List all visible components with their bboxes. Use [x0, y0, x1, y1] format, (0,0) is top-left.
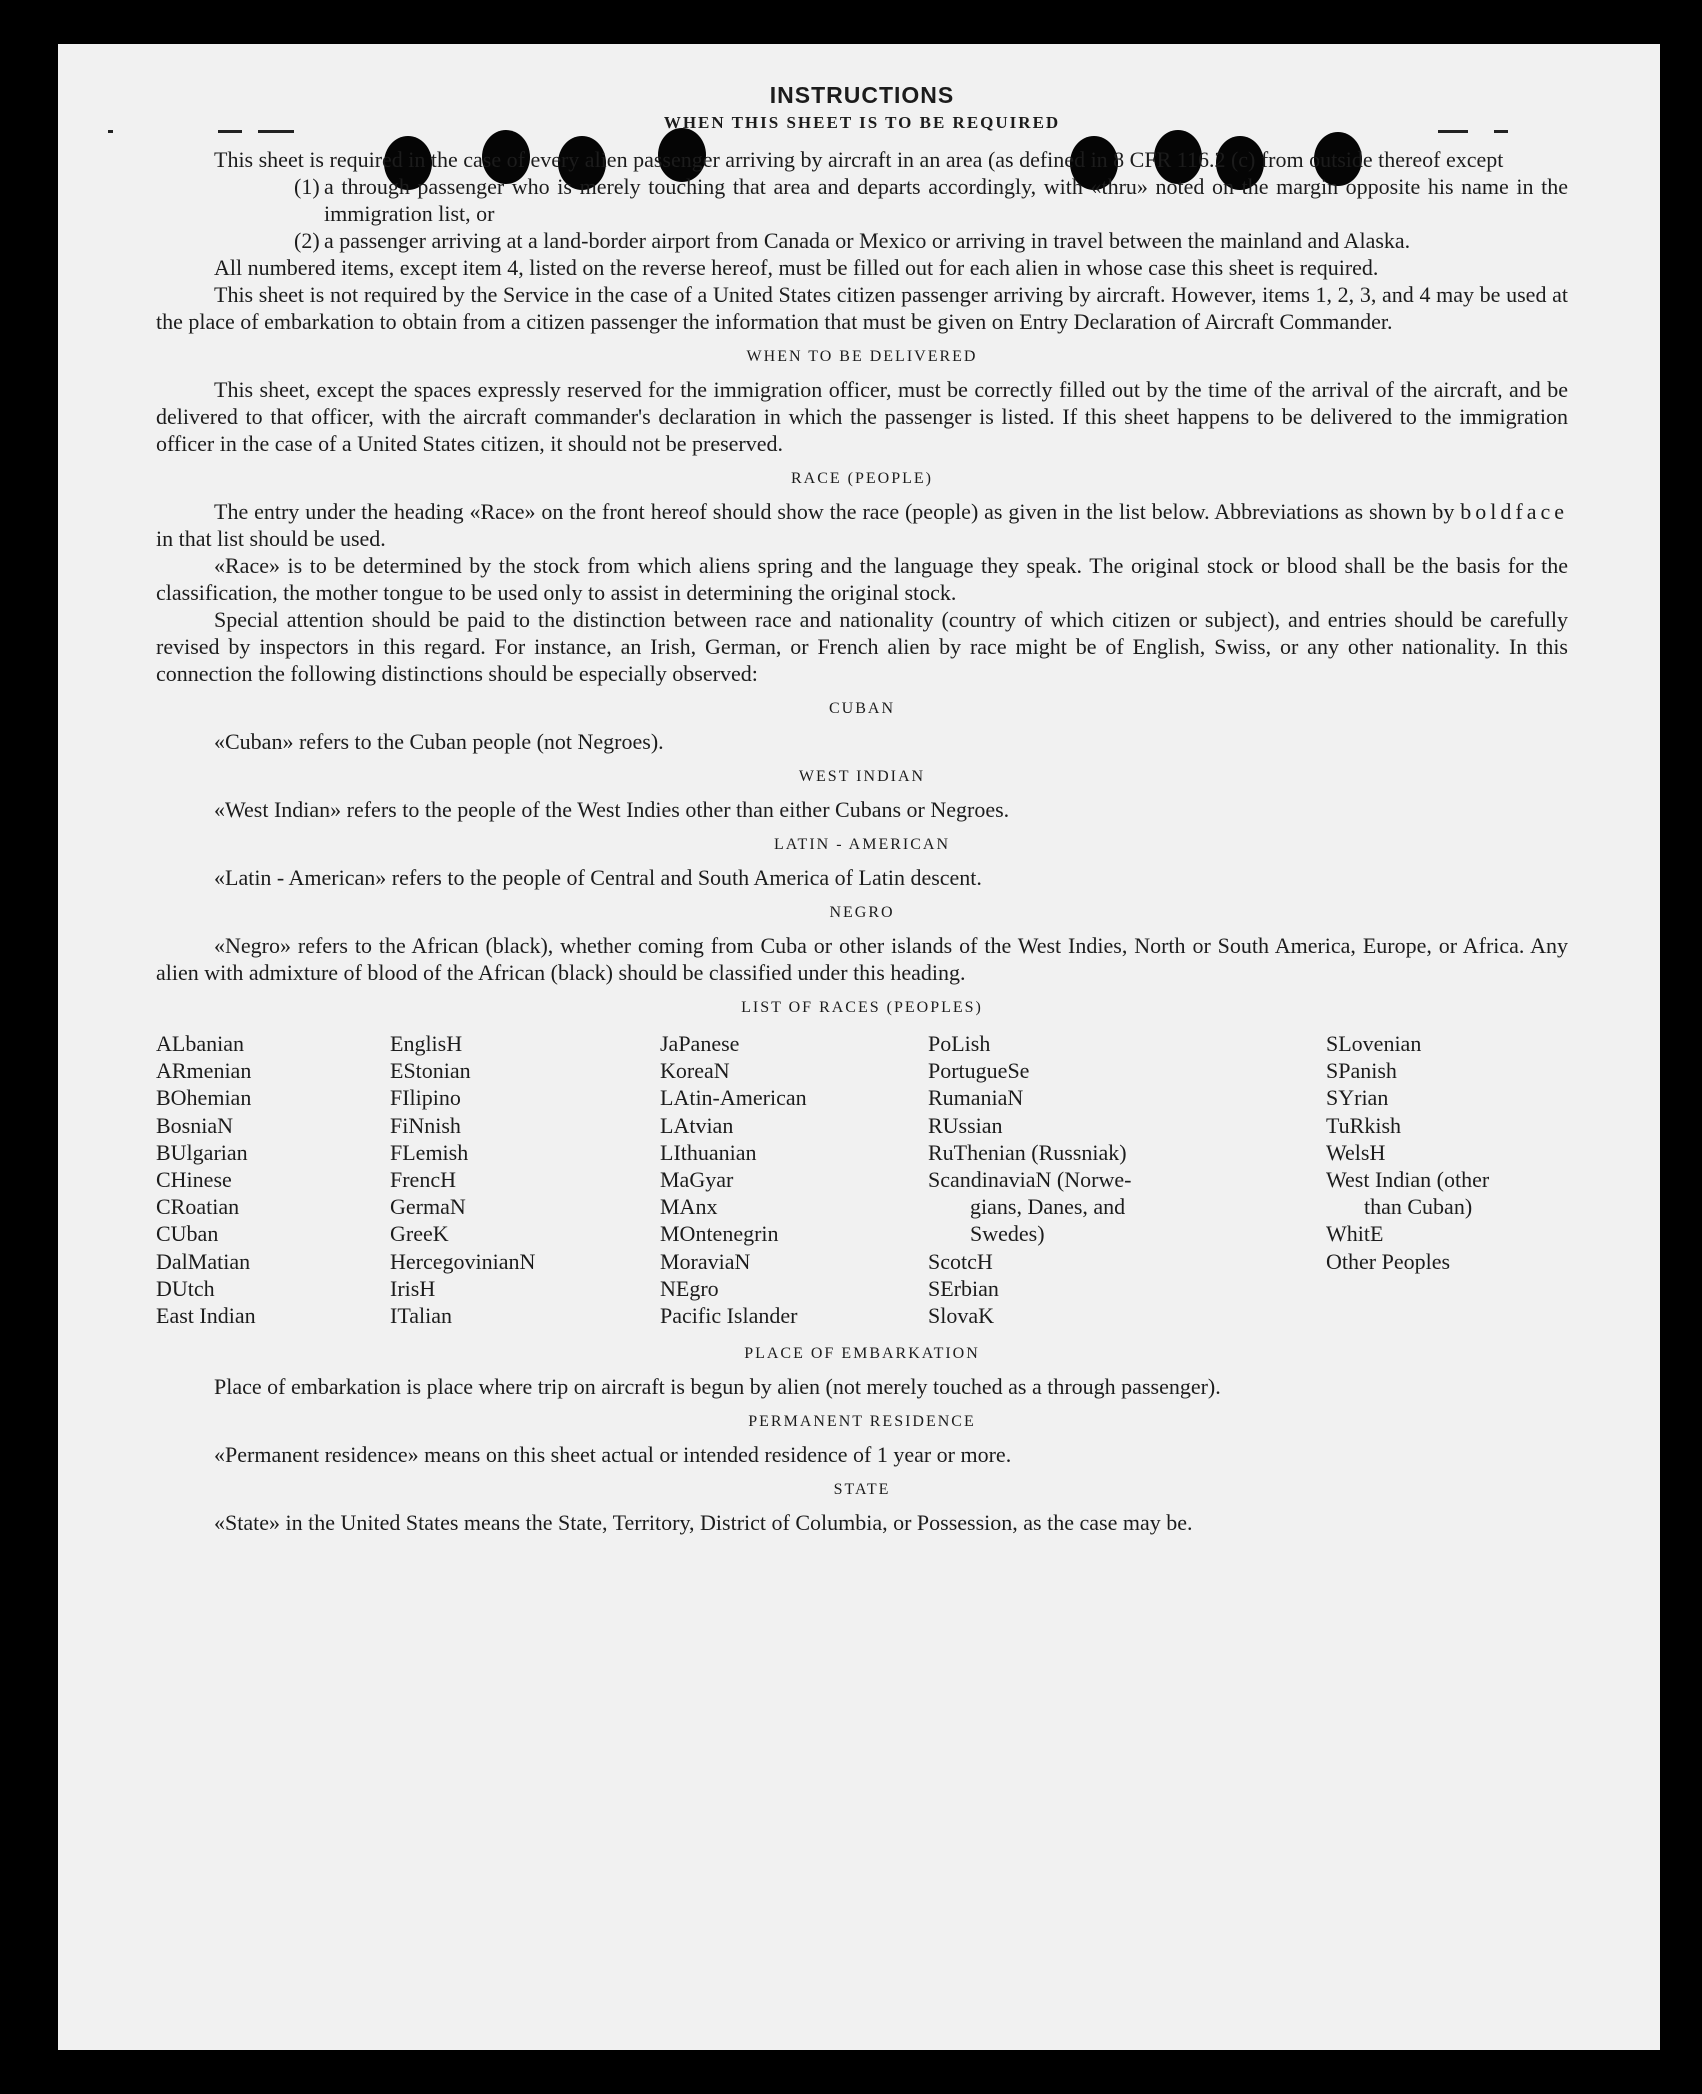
race-entry: RumaniaN: [928, 1085, 1024, 1111]
delivered-paragraph: This sheet, except the spaces expressly reserved for the immigration officer, must be correctly filled out by the time of the arrival of the aircraft, and be delivered to that officer, with the aircraft commander's declaration in which the passenger is listed. If this sheet happens to be delivered to the immigration officer in the case of a United States citizen, it should not be preserved.: [156, 377, 1568, 456]
section-heading-residence: PERMANENT RESIDENCE: [748, 1413, 976, 1430]
list-item: [294, 227, 1568, 254]
section-heading-cuban: CUBAN: [828, 700, 895, 717]
race-entry: MoraviaN: [660, 1248, 751, 1274]
race-paragraph: [156, 498, 1568, 552]
embarkation-paragraph: Place of embarkation is place where trip on aircraft is begun by alien (not merely touched as a through passenger).: [214, 1374, 1221, 1399]
race-entry: BosniaN: [156, 1112, 233, 1138]
race-entry: LAtvian: [660, 1112, 734, 1138]
race-entry: than Cuban): [1364, 1194, 1473, 1220]
race-column: [928, 1030, 1131, 1329]
list-item-number: (2): [294, 228, 320, 253]
scan-speck: [108, 130, 113, 133]
cuban-paragraph: «Cuban» refers to the Cuban people (not Negroes).: [214, 729, 664, 754]
race-entry: Pacific Islander: [660, 1303, 798, 1329]
race-entry: MaGyar: [660, 1167, 734, 1193]
race-entry: NEgro: [660, 1275, 719, 1301]
race-entry: ARmenian: [156, 1058, 252, 1084]
race-entry: LAtin-American: [660, 1085, 807, 1111]
race-entry: GermaN: [390, 1194, 466, 1220]
race-entry: ALbanian: [156, 1031, 244, 1056]
list-item: [294, 173, 1568, 227]
race-entry: MOntenegrin: [660, 1221, 779, 1247]
race-entry: GreeK: [390, 1221, 449, 1247]
section-heading-west-indian: WEST INDIAN: [798, 768, 926, 785]
section-heading-list-of-races: LIST OF RACES (PEOPLES): [741, 999, 983, 1016]
race-entry: SYrian: [1326, 1085, 1389, 1111]
instructions-content: [156, 82, 1568, 1536]
race-list: [156, 1030, 1568, 1332]
race-entry: SlovaK: [928, 1303, 994, 1329]
list-item-text: a passenger arriving at a land-border airport from Canada or Mexico or arriving in travel between the mainland and Alaska.: [324, 228, 1411, 253]
list-item-text: a through passenger who is merely touching that area and departs accordingly, with «thru» noted on the margin opposite his name in the immigration list, or: [324, 174, 1568, 226]
west-indian-paragraph: «West Indian» refers to the people of the West Indies other than either Cubans or Negroes.: [214, 797, 1010, 822]
race-entry: MAnx: [660, 1194, 718, 1220]
race-entry: FIlipino: [390, 1085, 461, 1111]
race-entry: FrencH: [390, 1167, 456, 1193]
race-entry: ScotcH: [928, 1248, 993, 1274]
race-entry: WhitE: [1326, 1221, 1384, 1247]
state-paragraph: «State» in the United States means the State, Territory, District of Columbia, or Possession, as the case may be.: [214, 1510, 1193, 1535]
race-entry: EnglisH: [390, 1031, 463, 1056]
section-heading-embarkation: PLACE OF EMBARKATION: [744, 1345, 980, 1362]
race-column: [390, 1030, 535, 1329]
race-entry: CUban: [156, 1221, 219, 1247]
race-column: [1326, 1030, 1489, 1275]
residence-paragraph: «Permanent residence» means on this sheet actual or intended residence of 1 year or more.: [214, 1442, 1012, 1467]
race-entry: West Indian (other: [1326, 1167, 1490, 1193]
section-heading-delivered: WHEN TO BE DELIVERED: [746, 348, 978, 365]
race-entry: East Indian: [156, 1303, 256, 1329]
race-entry: PoLish: [928, 1031, 991, 1056]
race-entry: PortugueSe: [928, 1058, 1030, 1084]
race-entry: HercegovinianN: [390, 1248, 536, 1274]
race-entry: BOhemian: [156, 1085, 252, 1111]
section-heading-latin-american: LATIN - AMERICAN: [774, 836, 950, 853]
race-entry: gians, Danes, and: [970, 1194, 1126, 1220]
race-entry: RUssian: [928, 1112, 1003, 1138]
race-entry: DalMatian: [156, 1248, 251, 1274]
race-entry: EStonian: [390, 1058, 471, 1084]
race-entry: JaPanese: [660, 1031, 740, 1056]
race-column: [156, 1030, 256, 1329]
race-entry: LIthuanian: [660, 1139, 757, 1165]
race-entry: CHinese: [156, 1167, 232, 1193]
race-entry: FiNnish: [390, 1112, 461, 1138]
race-entry: ITalian: [390, 1303, 452, 1329]
section-heading-state: STATE: [833, 1481, 891, 1498]
section-heading-when-required: WHEN THIS SHEET IS TO BE REQUIRED: [663, 113, 1061, 132]
race-column: [660, 1030, 807, 1329]
race-entry: IrisH: [390, 1275, 436, 1301]
race-entry: Other Peoples: [1326, 1248, 1451, 1274]
race-entry: Swedes): [970, 1221, 1045, 1247]
boldface-word: boldface: [1460, 499, 1568, 524]
race-entry: RuThenian (Russniak): [928, 1139, 1127, 1165]
when-required-paragraph: This sheet is not required by the Service in the case of a United States citizen passenger arriving by aircraft. However, items 1, 2, 3, and 4 may be used at the place of embarkation to obtain from a citizen passenger the information that must be given on Entry Declaration of Aircraft Commander.: [156, 282, 1568, 334]
race-entry: BUlgarian: [156, 1139, 248, 1165]
race-entry: SLovenian: [1326, 1031, 1422, 1056]
latin-american-paragraph: «Latin - American» refers to the people of Central and South America of Latin descent.: [214, 865, 982, 890]
race-entry: WelsH: [1326, 1139, 1386, 1165]
section-heading-negro: NEGRO: [829, 904, 895, 921]
section-heading-race: RACE (PEOPLE): [791, 470, 933, 487]
race-entry: CRoatian: [156, 1194, 240, 1220]
when-required-paragraph: All numbered items, except item 4, listed on the reverse hereof, must be filled out for each alien in whose case this sheet is required.: [214, 255, 1379, 280]
race-entry: SErbian: [928, 1275, 999, 1301]
when-required-intro: This sheet is required in the case of every alien passenger arriving by aircraft in an area (as defined in 8 CFR 116.2 (c) from outside thereof except: [214, 147, 1504, 172]
race-entry: DUtch: [156, 1275, 215, 1301]
page-title: INSTRUCTIONS: [769, 82, 955, 108]
race-entry: SPanish: [1326, 1058, 1397, 1084]
race-entry: ScandinaviaN (Norwe-: [928, 1167, 1132, 1193]
race-paragraph-text: in that list should be used.: [156, 526, 386, 551]
race-entry: TuRkish: [1326, 1112, 1402, 1138]
race-entry: KoreaN: [660, 1058, 730, 1084]
negro-paragraph: «Negro» refers to the African (black), whether coming from Cuba or other islands of the West Indies, North or South America, Europe, or Africa. Any alien with admixture of blood of the African (black) should be classified under this heading.: [156, 933, 1568, 985]
race-entry: FLemish: [390, 1139, 469, 1165]
list-item-number: (1): [294, 174, 320, 199]
race-paragraph-text: The entry under the heading «Race» on the front hereof should show the race (people) as given in the list below. Abbreviations as shown by: [214, 499, 1461, 524]
race-paragraph: «Race» is to be determined by the stock from which aliens spring and the language they speak. The original stock or blood shall be the basis for the classification, the mother tongue to be used only to assist in determining the original stock.: [156, 553, 1568, 605]
race-paragraph: Special attention should be paid to the distinction between race and nationality (country of which citizen or subject), and entries should be carefully revised by inspectors in this regard. For instance, an Irish, German, or French alien by race might be of English, Swiss, or any other nationality. In this connection the following distinctions should be especially observed:: [156, 607, 1568, 686]
